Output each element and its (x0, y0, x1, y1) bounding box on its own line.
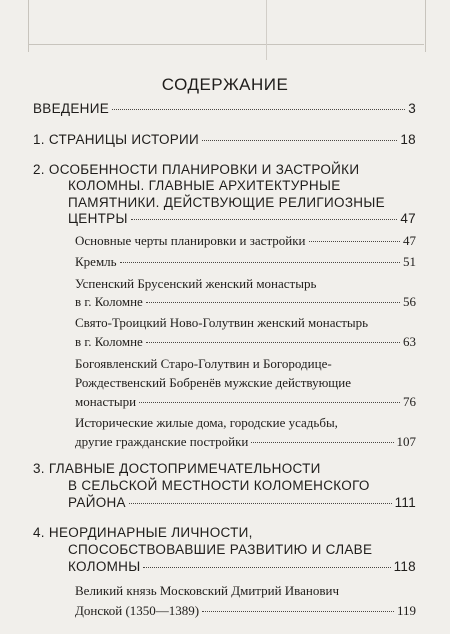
toc-entry-staro-golutvin-line-1: Богоявленский Старо-Голутвин и Богородице- (75, 356, 332, 371)
toc-entry-title: ВВЕДЕНИЕ (33, 101, 110, 116)
dot-leader (202, 611, 394, 612)
toc-entry-title: Основные черты планировки и застройки (75, 233, 306, 248)
toc-entry-title: в г. Коломне (75, 334, 143, 349)
toc-page-number: 107 (396, 434, 416, 449)
dot-leader (120, 262, 400, 263)
toc-entry-houses[interactable] (75, 434, 416, 450)
dot-leader (139, 402, 400, 403)
toc-entry-chapter-3[interactable] (68, 495, 416, 510)
toc-entry-title: ЦЕНТРЫ (68, 211, 128, 226)
dot-leader (143, 567, 390, 568)
toc-entry-title: другие гражданские постройки (75, 434, 249, 449)
toc-page-number: 63 (403, 334, 416, 349)
toc-entry-title: РАЙОНА (68, 495, 126, 510)
toc-page-number: 3 (408, 101, 416, 116)
dot-leader (131, 219, 398, 220)
toc-entry-title: 1. СТРАНИЦЫ ИСТОРИИ (33, 132, 200, 147)
toc-entry-donskoy-line-1: Великий князь Московский Дмитрий Иванович (75, 583, 339, 598)
toc-entry-donskoy[interactable] (75, 603, 416, 619)
toc-entry-chapter-4-line-1: 4. НЕОРДИНАРНЫЕ ЛИЧНОСТИ, (33, 525, 253, 540)
previous-page-bleed-through (0, 0, 450, 60)
dot-leader (129, 503, 392, 504)
toc-page-number: 118 (393, 559, 416, 574)
toc-entry-planning[interactable] (75, 233, 416, 249)
dot-leader (146, 302, 400, 303)
toc-entry-title: КОЛОМНЫ (68, 559, 141, 574)
toc-entry-title: Донской (1350—1389) (75, 603, 200, 618)
toc-entry-chapter-2-line-3: ПАМЯТНИКИ. ДЕЙСТВУЮЩИЕ РЕЛИГИОЗНЫЕ (68, 195, 385, 210)
toc-entry-chapter-2-line-1: 2. ОСОБЕННОСТИ ПЛАНИРОВКИ И ЗАСТРОЙКИ (33, 162, 360, 177)
toc-entry-introduction[interactable] (33, 101, 416, 116)
toc-page-number: 18 (400, 132, 416, 147)
dot-leader (251, 442, 393, 443)
toc-page-number: 111 (394, 495, 416, 510)
dot-leader (146, 342, 400, 343)
dot-leader (112, 109, 405, 110)
toc-entry-chapter-2[interactable] (68, 211, 416, 226)
toc-page-number: 47 (400, 211, 416, 226)
toc-entry-staro-golutvin[interactable] (75, 394, 416, 410)
toc-entry-chapter-3-line-1: 3. ГЛАВНЫЕ ДОСТОПРИМЕЧАТЕЛЬНОСТИ (33, 461, 321, 476)
toc-entry-kremlin[interactable] (75, 254, 416, 270)
toc-entry-chapter-3-line-2: В СЕЛЬСКОЙ МЕСТНОСТИ КОЛОМЕНСКОГО (68, 478, 370, 493)
toc-entry-chapter-4[interactable] (68, 559, 416, 574)
toc-page-number: 119 (396, 603, 416, 618)
bleed-table-divider (266, 0, 267, 60)
toc-entry-staro-golutvin-line-2: Рождественский Бобренёв мужские действующие (75, 375, 352, 390)
toc-entry-houses-line-1: Исторические жилые дома, городские усадьбы, (75, 415, 338, 430)
toc-page-number: 56 (403, 294, 416, 309)
toc-entry-chapter-2-line-2: КОЛОМНЫ. ГЛАВНЫЕ АРХИТЕКТУРНЫЕ (68, 178, 341, 193)
toc-entry-title: Кремль (75, 254, 117, 269)
dot-leader (309, 241, 400, 242)
toc-entry-title: в г. Коломне (75, 294, 143, 309)
toc-entry-brusensky-line-1: Успенский Брусенский женский монастырь (75, 276, 317, 291)
toc-entry-chapter-4-line-2: СПОСОБСТВОВАВШИЕ РАЗВИТИЮ И СЛАВЕ (68, 542, 373, 557)
toc-entry-title: монастыри (75, 394, 137, 409)
toc-entry-brusensky[interactable] (75, 294, 416, 310)
toc-entry-novo-golutvin-line-1: Свято-Троицкий Ново-Голутвин женский монастырь (75, 315, 369, 330)
toc-page-number: 51 (403, 254, 416, 269)
bleed-table-rule (28, 44, 424, 45)
dot-leader (202, 140, 397, 141)
toc-title: СОДЕРЖАНИЕ (161, 75, 289, 95)
toc-page-number: 76 (403, 394, 416, 409)
toc-page-number: 47 (403, 233, 416, 248)
toc-entry-chapter-1[interactable] (33, 132, 416, 147)
toc-entry-novo-golutvin[interactable] (75, 334, 416, 350)
